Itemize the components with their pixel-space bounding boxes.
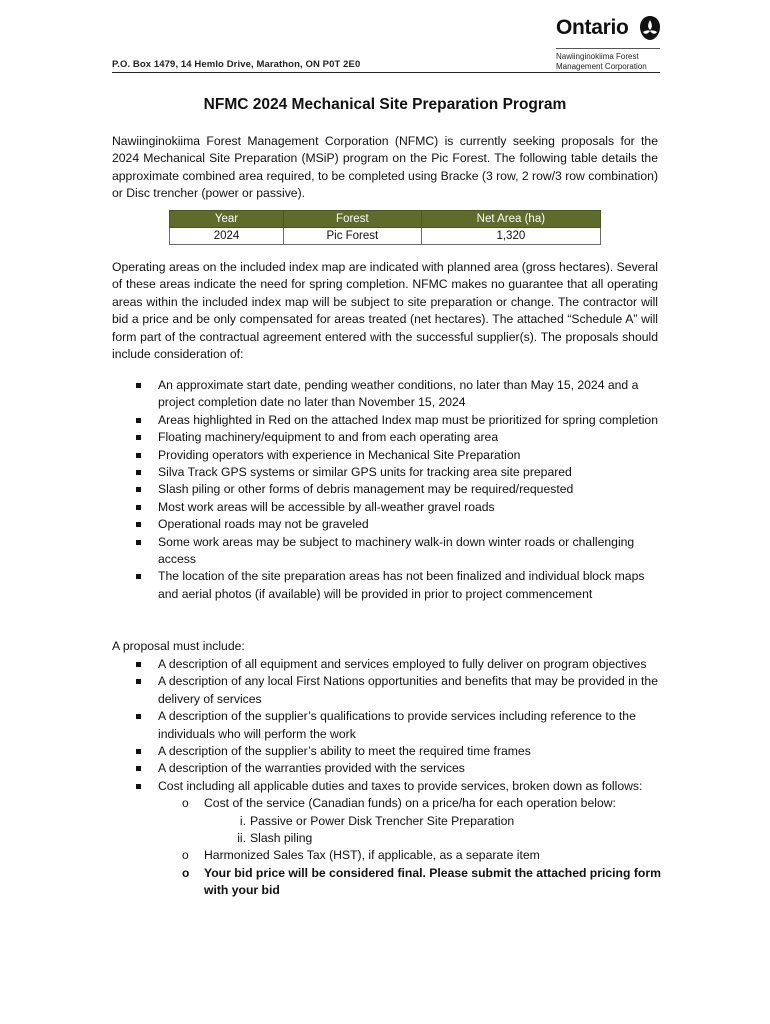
list-item: Floating machinery/equipment to and from each operating area [112, 429, 662, 446]
roman-marker: i. [239, 813, 246, 828]
proposal-requirements-list [112, 656, 662, 900]
cell-net-area: 1,320 [421, 228, 600, 245]
list-item: A description of the supplier’s qualifications to provide services including reference to the individuals who will perform the work [112, 708, 662, 743]
cost-item-label: Cost including all applicable duties and taxes to provide services, broken down as follows: [158, 778, 643, 793]
list-item: An approximate start date, pending weather conditions, no later than May 15, 2024 and a project completion date no later than November 15, 2024 [112, 377, 662, 412]
service-cost-text: Cost of the service (Canadian funds) on a price/ha for each operation below: [204, 796, 616, 811]
sub-list-item: o Your bid price will be considered final. Please submit the attached pricing form with your bid [158, 865, 662, 900]
list-item: The location of the site preparation areas has not been finalized and individual block maps and aerial photos (if available) will be provided in prior to project commencement [112, 568, 662, 603]
sub-list-item: o Harmonized Sales Tax (HST), if applicable, as a separate item [158, 847, 662, 864]
cost-breakdown-list [158, 795, 662, 899]
list-item [112, 778, 662, 900]
column-header-year: Year [170, 211, 284, 228]
list-item: Operational roads may not be graveled [112, 516, 662, 533]
list-item: Most work areas will be accessible by all-weather gravel roads [112, 499, 662, 516]
ontario-trillium-icon [638, 15, 662, 41]
list-item: Some work areas may be subject to machinery walk-in down winter roads or challenging access [112, 534, 662, 569]
ontario-logo [554, 14, 662, 72]
letterhead [112, 14, 662, 76]
service-operations-list [204, 813, 662, 848]
address-line: P.O. Box 1479, 14 Hemlo Drive, Marathon, ON P0T 2E0 [112, 59, 361, 70]
operation-item [204, 830, 662, 847]
document-title: NFMC 2024 Mechanical Site Preparation Program [203, 96, 567, 113]
list-item: A description of all equipment and services employed to fully deliver on program objectives [112, 656, 662, 673]
column-header-forest: Forest [283, 211, 421, 228]
list-item: Slash piling or other forms of debris management may be required/requested [112, 481, 662, 498]
list-item: Areas highlighted in Red on the attached Index map must be prioritized for spring completion [112, 412, 662, 429]
logo-divider [556, 48, 660, 49]
list-item: A description of any local First Nations opportunities and benefits that may be provided in the delivery of services [112, 673, 662, 708]
table-row [170, 228, 601, 245]
cell-year: 2024 [170, 228, 284, 245]
header-divider [112, 72, 660, 73]
logo-subtitle-line: Nawiinginokiima Forest [556, 52, 639, 61]
logo-wordmark: Ontario [556, 16, 629, 39]
logo-subtitle-line: Management Corporation [556, 62, 647, 71]
proposal-heading: A proposal must include: [112, 639, 245, 653]
cell-forest: Pic Forest [283, 228, 421, 245]
list-item: A description of the warranties provided with the services [112, 760, 662, 777]
roman-marker: ii. [237, 831, 246, 846]
list-item: Silva Track GPS systems or similar GPS units for tracking area site prepared [112, 464, 662, 481]
list-item: Providing operators with experience in Mechanical Site Preparation [112, 447, 662, 464]
area-table [169, 210, 601, 245]
sub-list-item [158, 795, 662, 847]
considerations-list [112, 377, 662, 603]
column-header-net-area: Net Area (ha) [421, 211, 600, 228]
operation-text: Slash piling [250, 831, 313, 846]
list-item: A description of the supplier’s ability to meet the required time frames [112, 743, 662, 760]
operating-areas-paragraph: Operating areas on the included index map are indicated with planned area (gross hectares). Several of these areas indicate the need for spring completion. NFMC makes no guarantee that all operating areas within the included index map will be subject to site preparation or change. The contractor will bid a price and be only compensated for areas treated (net hectares). The attached “Schedule A” will form part of the contractual agreement entered with the successful supplier(s). The proposals should include consideration of: [112, 260, 658, 362]
table-header-row [170, 211, 601, 228]
operation-text: Passive or Power Disk Trencher Site Preparation [250, 813, 515, 828]
operation-item [204, 813, 662, 830]
logo-subtitle [556, 52, 647, 72]
intro-paragraph: Nawiinginokiima Forest Management Corporation (NFMC) is currently seeking proposals for the 2024 Mechanical Site Preparation (MSiP) program on the Pic Forest. The following table details the approximate combined area required, to be completed using Bracke (3 row, 2 row/3 row combination) or Disc trencher (power or passive). [112, 134, 659, 201]
